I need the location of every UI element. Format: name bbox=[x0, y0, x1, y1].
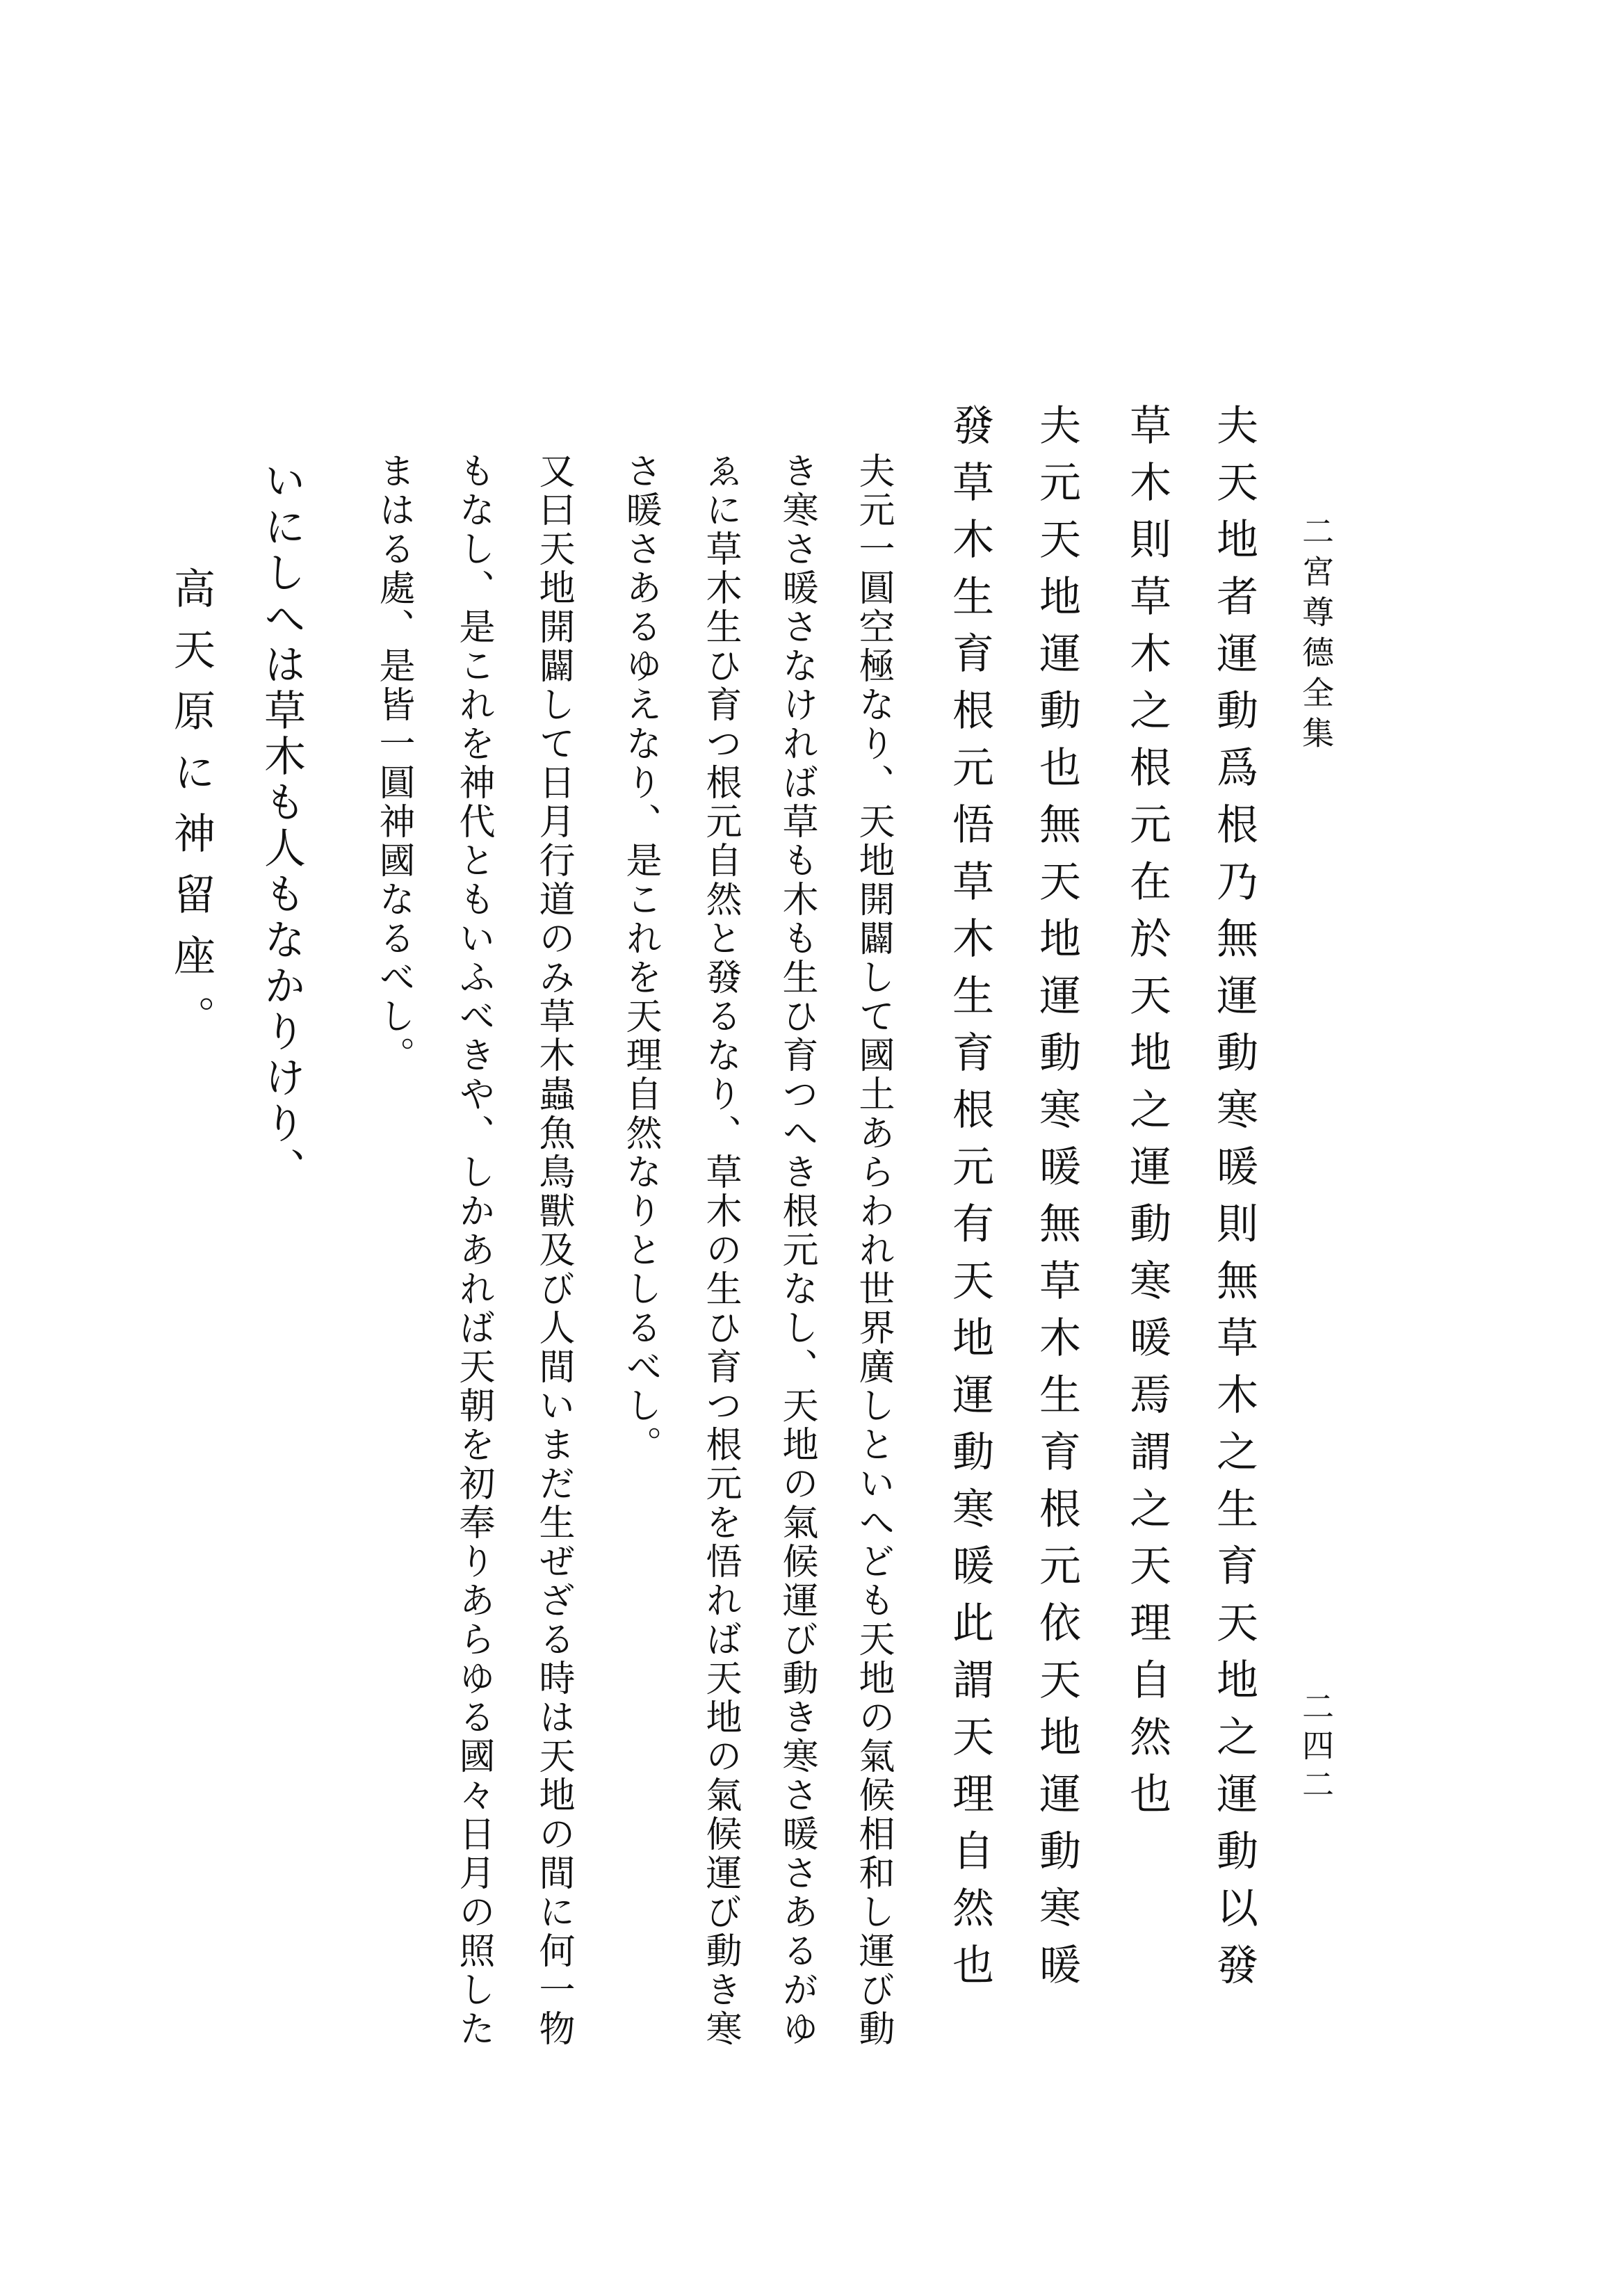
prose-line-7: まはる處、是皆一圓神國なるべし。 bbox=[373, 452, 414, 1075]
poem-line-2: 高天原に神留座。 bbox=[167, 567, 216, 1056]
prose-line-5: 又曰天地開闢して日月行道のみ草木蟲魚鳥獸及び人間いまだ生ぜざる時は天地の間に何一物 bbox=[533, 452, 574, 2049]
prose-line-1: 夫元一圓空極なり、天地開闢して國土あらわれ世界廣しといへども天地の氣候相和し運び動 bbox=[852, 452, 894, 2049]
poem-line-1: いにしへは草木も人もなかりけり、 bbox=[257, 459, 306, 1193]
kanbun-line-3: 夫元天地運動也無天地運動寒暖無草木生育根元依天地運動寒暖 bbox=[1032, 403, 1081, 2000]
kanbun-line-1: 夫天地者運動爲根乃無運動寒暖則無草木之生育天地之運動以發 bbox=[1210, 403, 1258, 2000]
prose-line-4: さ暖さあるゆえなり、是これを天理自然なりとしるべし。 bbox=[619, 452, 661, 1464]
prose-line-3: ゑに草木生ひ育つ根元自然と發るなり、草木の生ひ育つ根元を悟れば天地の氣候運び動き寒 bbox=[699, 452, 741, 2049]
page-number: 二四二 bbox=[1297, 1690, 1335, 1807]
running-title: 二宮尊德全集 bbox=[1297, 515, 1335, 757]
prose-line-2: き寒さ暖さなければ草も木も生ひ育つへき根元なし、天地の氣候運び動き寒さ暖さあるがゆ bbox=[776, 452, 818, 2049]
prose-line-6: もなし、是これを神代ともいふべきや、しかあれば天朝を初奉りあらゆる國々日月の照した bbox=[453, 452, 494, 2049]
kanbun-line-2: 草木則草木之根元在於天地之運動寒暖焉謂之天理自然也 bbox=[1123, 403, 1171, 1829]
kanbun-line-4: 發草木生育根元悟草木生育根元有天地運動寒暖此謂天理自然也 bbox=[945, 403, 994, 2000]
